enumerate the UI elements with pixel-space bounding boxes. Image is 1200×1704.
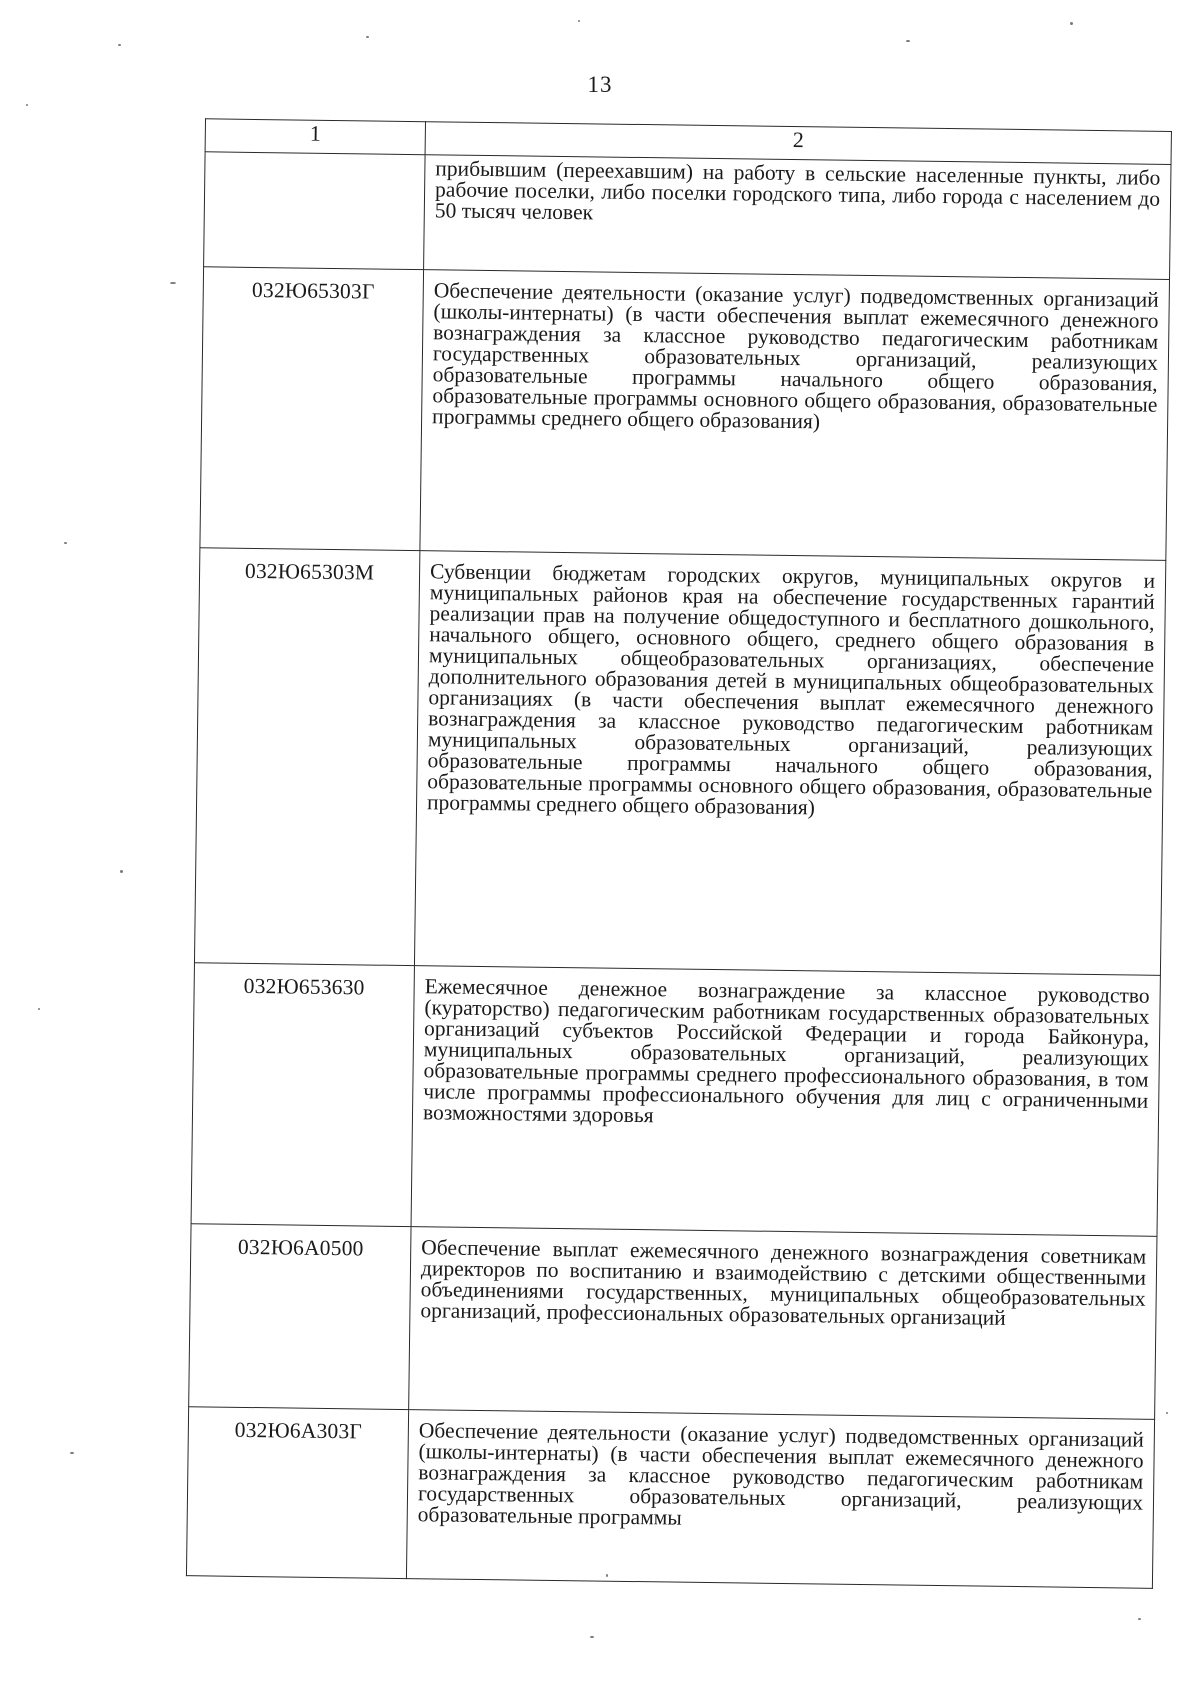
row-code: 032Ю65303М <box>194 548 419 966</box>
row-code <box>204 152 425 270</box>
scan-speck <box>1166 1412 1168 1414</box>
row-code: 032Ю6А303Г <box>186 1407 408 1579</box>
row-code: 032Ю65303Г <box>200 267 424 551</box>
scan-speck <box>366 36 369 38</box>
scan-speck <box>1070 22 1073 25</box>
scan-speck <box>120 870 123 873</box>
scan-speck <box>1138 1618 1141 1620</box>
page-number: 13 <box>587 72 613 97</box>
row-code: 032Ю6А0500 <box>189 1224 411 1410</box>
table-row <box>186 1407 1154 1589</box>
row-description: Обеспечение деятельности (оказание услуг) подведомственных организаций (школы-интернаты) (в части обеспечения выплат ежемесячного денежного вознаграждения за классное руководство педагогическим работникам государственных образовательных организаций, реализующих образовательные программы начального общего образования, образовательные программы основного общего образования, образовательные программы среднего общего образования) <box>420 270 1170 561</box>
scan-speck <box>64 542 67 544</box>
table-row <box>194 548 1165 976</box>
scan-speck <box>118 44 121 46</box>
column-header-2: 2 <box>425 122 1171 165</box>
scan-speck <box>606 1574 608 1577</box>
row-description: Ежемесячное денежное вознаграждение за классное руководство (кураторство) педагогическим работникам государственных образовательных организаций субъектов Российской Федерации и города Байконура, муниципальных образовательных организаций, реализующих образовательные программы среднего профессионального образования, в том числе программы профессионального обучения для лиц с ограниченными возможностями здоровья <box>411 966 1160 1237</box>
scan-speck <box>578 20 580 22</box>
table-row <box>191 963 1160 1237</box>
row-description: Обеспечение выплат ежемесячного денежного вознаграждения советникам директоров по воспитанию и взаимодействию с детскими общественными объединениями государственных, муниципальных общеобразовательных организаций, профессиональных образовательных организаций <box>409 1227 1157 1420</box>
table-row <box>204 152 1171 280</box>
column-header-1: 1 <box>205 119 425 155</box>
table-row <box>189 1224 1157 1420</box>
scan-speck <box>590 1636 594 1638</box>
row-code: 032Ю653630 <box>191 963 414 1227</box>
budget-code-table <box>186 118 1172 1589</box>
scan-speck <box>26 104 28 106</box>
scan-speck <box>38 1008 40 1010</box>
scan-speck <box>170 282 176 284</box>
scan-speck <box>70 1452 74 1454</box>
table-row <box>200 267 1170 561</box>
row-description: Обеспечение деятельности (оказание услуг) подведомственных организаций (школы-интернаты) (в части обеспечения выплат ежемесячного денежного вознаграждения за классное руководство педагогическим работникам государственных образовательных организаций, реализующих образовательные программы <box>406 1410 1154 1589</box>
row-description: прибывшим (переехавшим) на работу в сельские населенные пункты, либо рабочие поселки, либо поселки городского типа, либо города с населением до 50 тысяч человек <box>424 155 1171 280</box>
scan-speck <box>906 40 910 42</box>
row-description: Субвенции бюджетам городских округов, муниципальных округов и муниципальных районов края на обеспечение государственных гарантий реализации прав на получение общедоступного и бесплатного дошкольного, начального общего, основного общего, среднего общего образования в муниципальных общеобразовательных организациях, обеспечение дополнительного образования детей в муниципальных общеобразовательных организациях (в части обеспечения выплат ежемесячного денежного вознаграждения за классное руководство педагогическим работникам муниципальных образовательных организаций, реализующих образовательные программы начального общего образования, образовательные программы основного общего образования, образовательные программы среднего общего образования) <box>414 551 1165 976</box>
